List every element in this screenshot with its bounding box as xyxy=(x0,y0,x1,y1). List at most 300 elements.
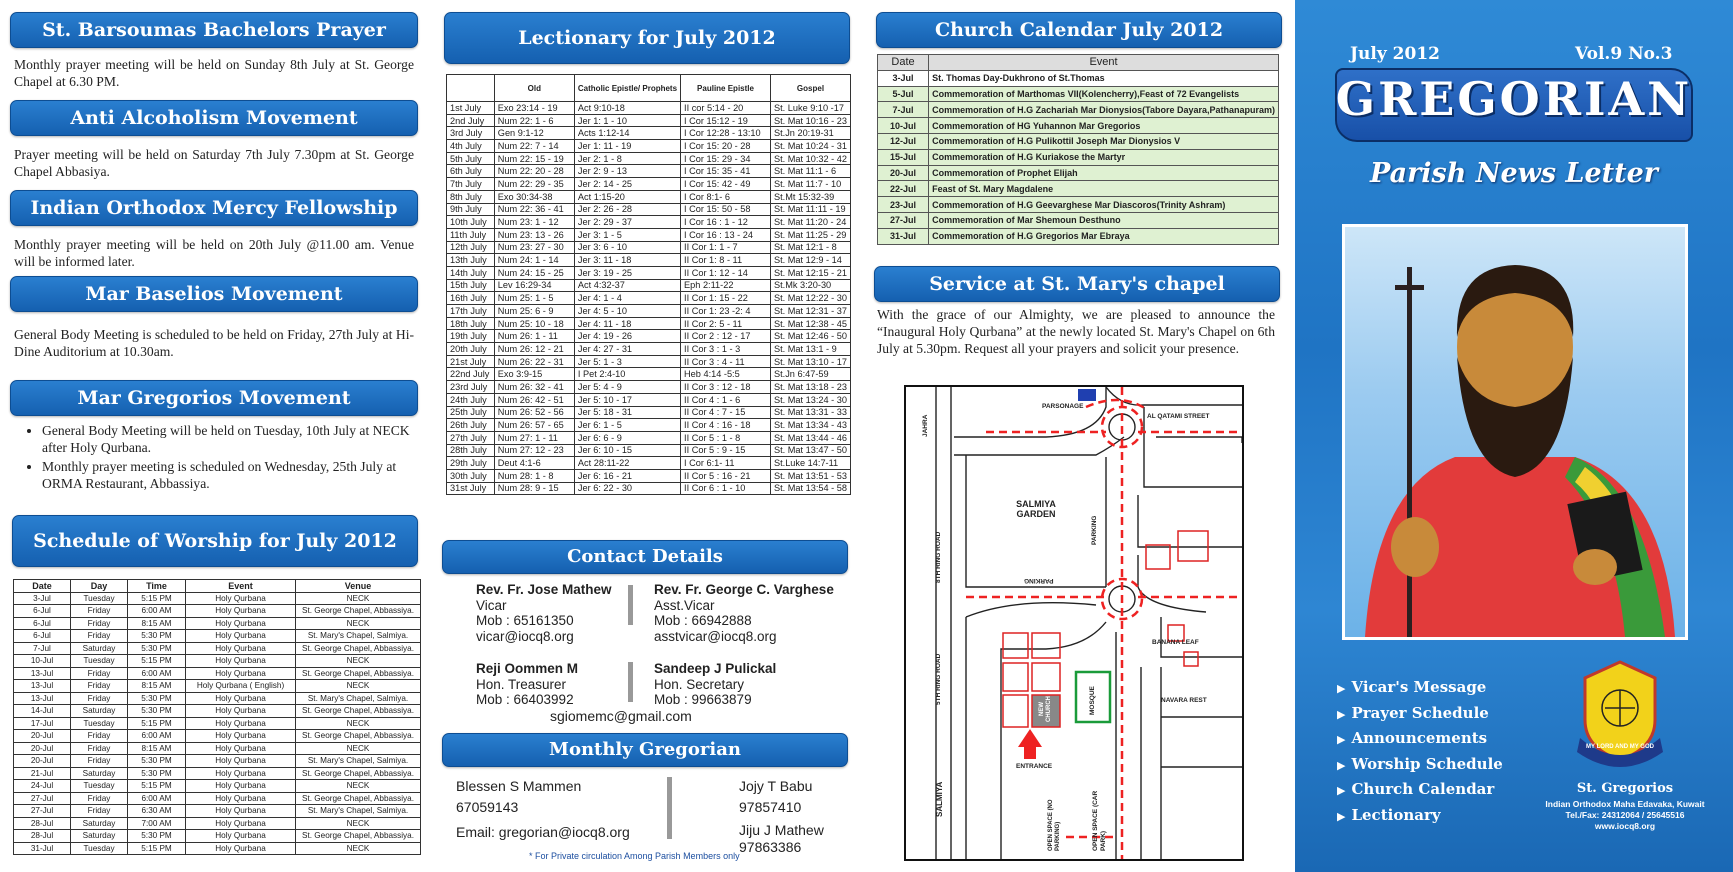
table-row xyxy=(447,266,851,279)
table-cell: II Cor 5 : 16 - 21 xyxy=(681,469,771,482)
map-label: NAVARA REST xyxy=(1161,697,1207,704)
table-cell: 4th July xyxy=(447,140,495,153)
table-cell: 27-Jul xyxy=(14,805,71,818)
church-subtitle: Indian Orthodox Maha Edavaka, Kuwait xyxy=(1545,799,1705,809)
seal-icon xyxy=(1575,660,1665,770)
table-cell: Commemoration of Mar Shemoun Desthuno xyxy=(929,212,1279,228)
monthly-email[interactable]: Email: gregorian@iocq8.org xyxy=(456,824,630,840)
table-row xyxy=(447,355,851,368)
menu-vicar-message[interactable]: ▶ Vicar's Message xyxy=(1337,678,1487,696)
table-cell: Friday xyxy=(71,792,128,805)
table-cell: 7:00 AM xyxy=(128,817,186,830)
table-cell: Holy Qurbana xyxy=(186,730,296,743)
table-cell: Num 27: 1 - 11 xyxy=(494,431,574,444)
table-cell: Jer 4: 27 - 31 xyxy=(574,343,680,356)
table-row xyxy=(447,393,851,406)
table-cell: St. George Chapel, Abbassiya. xyxy=(296,642,421,655)
table-cell: Friday xyxy=(71,617,128,630)
table-row xyxy=(447,482,851,495)
table-cell: 1st July xyxy=(447,102,495,115)
table-cell: 8:15 AM xyxy=(128,680,186,693)
table-cell: 10-Jul xyxy=(14,655,71,668)
table-cell: NECK xyxy=(296,680,421,693)
gregorios-title: Mar Gregorios Movement xyxy=(10,380,418,416)
table-cell: Gen 9:1-12 xyxy=(494,127,574,140)
table-row xyxy=(14,842,421,855)
table-cell: Num 26: 52 - 56 xyxy=(494,406,574,419)
gregorios-list xyxy=(10,422,416,494)
anti-alcohol-text: Prayer meeting will be held on Saturday 7th July 7.30pm at St. George Chapel Abbasiya. xyxy=(14,147,414,179)
menu-prayer-schedule[interactable]: ▶ Prayer Schedule xyxy=(1337,703,1489,722)
table-cell: II Cor 1: 15 - 22 xyxy=(681,292,771,305)
table-cell: Saturday xyxy=(71,817,128,830)
table-cell: Holy Qurbana ( English) xyxy=(186,680,296,693)
table-cell: Jer 6: 1 - 5 xyxy=(574,419,680,432)
table-cell: 27-Jul xyxy=(878,212,929,228)
table-cell: Jer 2: 9 - 13 xyxy=(574,165,680,178)
schedule-header: Time xyxy=(128,580,186,593)
saint-image xyxy=(1345,227,1685,637)
contact-secretary xyxy=(654,661,854,708)
table-cell: NECK xyxy=(296,780,421,793)
table-row xyxy=(14,692,421,705)
contact-role: Hon. Treasurer xyxy=(476,676,567,692)
table-cell: Tuesday xyxy=(71,592,128,605)
monthly-title: Monthly Gregorian xyxy=(442,733,848,767)
table-cell: Lev 16:29-34 xyxy=(494,279,574,292)
table-row xyxy=(447,368,851,381)
table-row xyxy=(447,228,851,241)
contact-email[interactable]: vicar@iocq8.org xyxy=(476,628,574,644)
table-cell: Holy Qurbana xyxy=(186,817,296,830)
table-cell: St. Mat 12:46 - 50 xyxy=(770,330,850,343)
contact-title: Contact Details xyxy=(442,540,848,574)
table-cell: 5th July xyxy=(447,152,495,165)
table-cell: Num 23: 13 - 26 xyxy=(494,228,574,241)
table-row xyxy=(14,780,421,793)
table-cell: Holy Qurbana xyxy=(186,655,296,668)
table-cell: 28-Jul xyxy=(14,830,71,843)
table-cell: Num 25: 1 - 5 xyxy=(494,292,574,305)
schedule-title: Schedule of Worship for July 2012 xyxy=(12,515,418,567)
table-cell: St. George Chapel, Abbassiya. xyxy=(296,705,421,718)
table-cell: 6:00 AM xyxy=(128,792,186,805)
map-label: PARKING xyxy=(1024,577,1054,584)
table-cell: Act 28:11-22 xyxy=(574,457,680,470)
table-cell: 19th July xyxy=(447,330,495,343)
table-cell: 31-Jul xyxy=(14,842,71,855)
table-cell: 13-Jul xyxy=(14,680,71,693)
table-cell: Commemoration of H.G Pulikottil Joseph Mar Dionysios V xyxy=(929,133,1279,149)
monthly-phone: 97863386 xyxy=(739,839,802,855)
table-cell: 7-Jul xyxy=(14,642,71,655)
table-cell: Num 23: 1 - 12 xyxy=(494,216,574,229)
table-cell: 9th July xyxy=(447,203,495,216)
table-cell: Num 22: 15 - 19 xyxy=(494,152,574,165)
table-cell: Jer 4: 5 - 10 xyxy=(574,305,680,318)
table-cell: 23-Jul xyxy=(878,197,929,213)
table-row xyxy=(447,381,851,394)
table-cell: 24th July xyxy=(447,393,495,406)
table-cell: Jer 2: 1 - 8 xyxy=(574,152,680,165)
table-cell: Heb 4:14 -5:5 xyxy=(681,368,771,381)
table-cell: 6:00 AM xyxy=(128,730,186,743)
table-cell: St. Mat 12:38 - 45 xyxy=(770,317,850,330)
service-text: With the grace of our Almighty, we are pleased to announce the “Inaugural Holy Qurbana” at the newly located St. Mary's Chapel on 6th July at 5.30pm. Request all your prayers and solicit your presence. xyxy=(877,307,1275,356)
table-cell: Friday xyxy=(71,605,128,618)
table-cell: Jer 1: 1 - 10 xyxy=(574,114,680,127)
table-row xyxy=(14,705,421,718)
monthly-phone: 97857410 xyxy=(739,799,802,815)
table-cell: 22-Jul xyxy=(878,181,929,197)
table-cell: St. Mat 13:31 - 33 xyxy=(770,406,850,419)
table-cell: 17-Jul xyxy=(14,717,71,730)
table-row xyxy=(14,792,421,805)
table-cell: 11th July xyxy=(447,228,495,241)
menu-lectionary[interactable]: ▶ Lectionary xyxy=(1337,805,1441,824)
table-cell: 5:30 PM xyxy=(128,642,186,655)
table-cell: II Cor 1: 1 - 7 xyxy=(681,241,771,254)
table-row xyxy=(447,190,851,203)
church-seal xyxy=(1575,660,1665,770)
table-cell: 5:30 PM xyxy=(128,830,186,843)
table-cell: Num 22: 20 - 28 xyxy=(494,165,574,178)
table-cell: 31-Jul xyxy=(878,228,929,244)
table-cell: Holy Qurbana xyxy=(186,642,296,655)
church-details xyxy=(1525,799,1725,832)
table-cell: St. Mat 10:24 - 31 xyxy=(770,140,850,153)
table-row xyxy=(447,102,851,115)
church-name: St. Gregorios xyxy=(1576,781,1674,796)
table-row xyxy=(14,680,421,693)
table-cell: Holy Qurbana xyxy=(186,667,296,680)
mercy-text: Monthly prayer meeting will be held on 20th July @11.00 am. Venue will be informed later. xyxy=(14,237,414,269)
table-cell: Holy Qurbana xyxy=(186,842,296,855)
table-row xyxy=(447,457,851,470)
table-cell: NECK xyxy=(296,592,421,605)
table-row xyxy=(447,127,851,140)
table-row xyxy=(447,152,851,165)
seal-motto: MY LORD AND MY GOD xyxy=(1586,744,1654,750)
contact-mob: Mob : 66942888 xyxy=(654,613,752,628)
table-cell: II Cor 4 : 16 - 18 xyxy=(681,419,771,432)
table-cell: Friday xyxy=(71,730,128,743)
map-drawing xyxy=(906,387,1242,859)
monthly-left xyxy=(456,776,656,843)
table-cell: NECK xyxy=(296,842,421,855)
table-cell: Num 22: 7 - 14 xyxy=(494,140,574,153)
table-cell: Num 22: 1 - 6 xyxy=(494,114,574,127)
table-cell: NECK xyxy=(296,617,421,630)
table-row xyxy=(14,717,421,730)
table-cell: 20th July xyxy=(447,343,495,356)
lectionary-header: Old xyxy=(494,75,574,102)
church-website[interactable]: www.iocq8.org xyxy=(1594,821,1656,831)
table-cell: 20-Jul xyxy=(14,742,71,755)
table-cell: Jer 6: 10 - 15 xyxy=(574,444,680,457)
table-row xyxy=(878,118,1279,134)
table-row xyxy=(447,292,851,305)
table-cell: Jer 5: 4 - 9 xyxy=(574,381,680,394)
table-row xyxy=(447,305,851,318)
table-cell: St. Mary's Chapel, Salmiya. xyxy=(296,692,421,705)
table-cell: Holy Qurbana xyxy=(186,780,296,793)
table-cell: Holy Qurbana xyxy=(186,592,296,605)
map-label: SALMIYA xyxy=(935,781,944,817)
table-cell: St. Mary's Chapel, Salmiya. xyxy=(296,805,421,818)
table-row xyxy=(447,431,851,444)
table-cell: 28th July xyxy=(447,444,495,457)
table-cell: Tuesday xyxy=(71,655,128,668)
table-cell: II Cor 2: 5 - 11 xyxy=(681,317,771,330)
table-cell: Holy Qurbana xyxy=(186,805,296,818)
table-cell: I Cor 6:1- 11 xyxy=(681,457,771,470)
table-cell: Num 25: 10 - 18 xyxy=(494,317,574,330)
table-cell: II Cor 2 : 12 - 17 xyxy=(681,330,771,343)
table-row xyxy=(447,469,851,482)
table-cell: Jer 6: 16 - 21 xyxy=(574,469,680,482)
newsletter-title: GREGORIAN xyxy=(1335,72,1693,126)
table-row xyxy=(447,140,851,153)
table-cell: Jer 2: 29 - 37 xyxy=(574,216,680,229)
anti-alcohol-title: Anti Alcoholism Movement xyxy=(10,100,418,136)
table-cell: 7th July xyxy=(447,178,495,191)
table-cell: I Pet 2:4-10 xyxy=(574,368,680,381)
table-cell: 14th July xyxy=(447,266,495,279)
table-cell: St. Mat 13:47 - 50 xyxy=(770,444,850,457)
table-cell: 3-Jul xyxy=(14,592,71,605)
table-row xyxy=(14,830,421,843)
calendar-title: Church Calendar July 2012 xyxy=(876,12,1282,48)
schedule-header: Venue xyxy=(296,580,421,593)
table-cell: St. George Chapel, Abbassiya. xyxy=(296,767,421,780)
table-cell: Tuesday xyxy=(71,842,128,855)
table-cell: Num 26: 32 - 41 xyxy=(494,381,574,394)
table-cell: Jer 6: 6 - 9 xyxy=(574,431,680,444)
table-row xyxy=(878,70,1279,86)
table-cell: Num 23: 27 - 30 xyxy=(494,241,574,254)
table-cell: Exo 23:14 - 19 xyxy=(494,102,574,115)
contact-role: Asst.Vicar xyxy=(654,597,715,613)
table-cell: Commemoration of H.G Gregorios Mar Ebraya xyxy=(929,228,1279,244)
lectionary-header: Catholic Epistle/ Prophets xyxy=(574,75,680,102)
table-cell: Feast of St. Mary Magdalene xyxy=(929,181,1279,197)
monthly-name: Blessen S Mammen xyxy=(456,778,582,794)
table-cell: Num 27: 12 - 23 xyxy=(494,444,574,457)
lectionary-header: Gospel xyxy=(770,75,850,102)
schedule-header: Date xyxy=(14,580,71,593)
map-label: AL QATAMI STREET xyxy=(1147,413,1210,420)
table-cell: 5:30 PM xyxy=(128,705,186,718)
table-cell: 20-Jul xyxy=(14,755,71,768)
table-cell: St. Mat 12:1 - 8 xyxy=(770,241,850,254)
table-cell: St. Mat 11:11 - 19 xyxy=(770,203,850,216)
table-cell: St. George Chapel, Abbassiya. xyxy=(296,792,421,805)
table-cell: Friday xyxy=(71,805,128,818)
table-cell: Acts 1:12-14 xyxy=(574,127,680,140)
menu-church-calendar[interactable]: ▶ Church Calendar xyxy=(1337,780,1495,798)
table-cell: St. Mat 10:32 - 42 xyxy=(770,152,850,165)
table-cell: Jer 5: 1 - 3 xyxy=(574,355,680,368)
table-cell: Friday xyxy=(71,680,128,693)
map-label: OPEN SPACE (CAR PARK) xyxy=(1092,790,1107,851)
table-cell: 24-Jul xyxy=(14,780,71,793)
table-cell: 29th July xyxy=(447,457,495,470)
table-cell: Num 22: 29 - 35 xyxy=(494,178,574,191)
table-cell: 31st July xyxy=(447,482,495,495)
table-cell: 28-Jul xyxy=(14,817,71,830)
table-cell: St. Mat 11:7 - 10 xyxy=(770,178,850,191)
barsoumas-text: Monthly prayer meeting will be held on Sunday 8th July at St. George Chapel at 6.30 PM. xyxy=(14,57,414,89)
table-cell: 5:15 PM xyxy=(128,780,186,793)
map-label: BANANA LEAF xyxy=(1152,639,1199,646)
table-cell: Saturday xyxy=(71,830,128,843)
table-cell: Saturday xyxy=(71,705,128,718)
map-label: OPEN SPACE (NO PARKING) xyxy=(1048,799,1061,851)
table-cell: 13-Jul xyxy=(14,667,71,680)
table-cell: St. Mary's Chapel, Salmiya. xyxy=(296,755,421,768)
table-cell: Friday xyxy=(71,742,128,755)
table-row xyxy=(878,228,1279,244)
schedule-header: Day xyxy=(71,580,128,593)
table-cell: St. Mat 13:18 - 23 xyxy=(770,381,850,394)
saint-portrait xyxy=(1342,224,1688,640)
calendar-header: Event xyxy=(929,55,1279,71)
table-cell: Holy Qurbana xyxy=(186,705,296,718)
table-row xyxy=(447,203,851,216)
table-cell: 6:30 AM xyxy=(128,805,186,818)
table-cell: 15th July xyxy=(447,279,495,292)
table-cell: St.Mt 15:32-39 xyxy=(770,190,850,203)
table-row xyxy=(447,254,851,267)
table-cell: 25th July xyxy=(447,406,495,419)
table-cell: Num 26: 57 - 65 xyxy=(494,419,574,432)
table-row xyxy=(447,406,851,419)
divider xyxy=(628,662,633,702)
table-cell: 20-Jul xyxy=(14,730,71,743)
table-cell: St. Mat 11:25 - 29 xyxy=(770,228,850,241)
table-row xyxy=(14,767,421,780)
table-cell: Jer 5: 18 - 31 xyxy=(574,406,680,419)
table-cell: Num 22: 36 - 41 xyxy=(494,203,574,216)
table-cell: Num 26: 1 - 11 xyxy=(494,330,574,343)
table-row xyxy=(878,133,1279,149)
table-cell: 6-Jul xyxy=(14,617,71,630)
lectionary-header: Pauline Epistle xyxy=(681,75,771,102)
table-cell: NECK xyxy=(296,655,421,668)
schedule-table xyxy=(13,579,421,855)
table-cell: 13th July xyxy=(447,254,495,267)
table-cell: St. Mat 10:16 - 23 xyxy=(770,114,850,127)
table-row xyxy=(447,178,851,191)
table-cell: 5:15 PM xyxy=(128,717,186,730)
table-cell: Saturday xyxy=(71,642,128,655)
table-cell: Num 26: 22 - 31 xyxy=(494,355,574,368)
table-cell: 5:15 PM xyxy=(128,842,186,855)
table-cell: Tuesday xyxy=(71,780,128,793)
monthly-name: Jojy T Babu xyxy=(739,778,813,794)
table-cell: Exo 3:9-15 xyxy=(494,368,574,381)
table-cell: Eph 2:11-22 xyxy=(681,279,771,292)
contact-role: Hon. Secretary xyxy=(654,676,745,692)
mercy-title: Indian Orthodox Mercy Fellowship xyxy=(10,190,418,226)
table-cell: St. Mat 13:54 - 58 xyxy=(770,482,850,495)
table-cell: St. Mat 13:24 - 30 xyxy=(770,393,850,406)
table-cell: Num 26: 42 - 51 xyxy=(494,393,574,406)
table-cell: St. Mat 12:15 - 21 xyxy=(770,266,850,279)
table-cell: 13-Jul xyxy=(14,692,71,705)
menu-announcements[interactable]: ▶ Announcements xyxy=(1337,729,1488,747)
table-cell: Holy Qurbana xyxy=(186,742,296,755)
menu-worship-schedule[interactable]: ▶ Worship Schedule xyxy=(1337,754,1503,773)
location-map xyxy=(904,385,1244,861)
table-row xyxy=(14,805,421,818)
table-cell: 23rd July xyxy=(447,381,495,394)
table-cell: 10-Jul xyxy=(878,118,929,134)
table-cell: 2nd July xyxy=(447,114,495,127)
table-row xyxy=(447,317,851,330)
monthly-phone: 67059143 xyxy=(456,799,519,815)
barsoumas-title: St. Barsoumas Bachelors Prayer xyxy=(10,12,418,48)
table-cell: 27-Jul xyxy=(14,792,71,805)
table-row xyxy=(14,642,421,655)
table-cell: 7-Jul xyxy=(878,102,929,118)
table-cell: I Cor 15:12 - 19 xyxy=(681,114,771,127)
table-cell: St. Thomas Day-Dukhrono of St.Thomas xyxy=(929,70,1279,86)
table-cell: 8:15 AM xyxy=(128,617,186,630)
table-cell: 5:15 PM xyxy=(128,592,186,605)
table-cell: NECK xyxy=(296,742,421,755)
contact-email[interactable]: asstvicar@iocq8.org xyxy=(654,628,777,644)
table-cell: II Cor 3 : 12 - 18 xyxy=(681,381,771,394)
gregorios-bullet: • Monthly prayer meeting is scheduled on Wednesday, 25th July at ORMA Restaurant, Abbassiya. xyxy=(42,458,416,492)
contents-menu xyxy=(1337,678,1537,831)
table-cell: Commemoration of H.G Kuriakose the Martyr xyxy=(929,149,1279,165)
table-cell: 22nd July xyxy=(447,368,495,381)
contact-email-general[interactable]: sgiomemc@gmail.com xyxy=(550,708,692,724)
table-row xyxy=(447,241,851,254)
table-row xyxy=(447,216,851,229)
table-cell: St. Mat 13:51 - 53 xyxy=(770,469,850,482)
table-cell: Holy Qurbana xyxy=(186,605,296,618)
map-label: JAHRA xyxy=(922,414,929,437)
table-cell: II Cor 6 : 1 - 10 xyxy=(681,482,771,495)
table-cell: II Cor 3 : 1 - 3 xyxy=(681,343,771,356)
table-cell: Holy Qurbana xyxy=(186,792,296,805)
table-cell: Friday xyxy=(71,755,128,768)
table-cell: Jer 2: 14 - 25 xyxy=(574,178,680,191)
issue-volume: Vol.9 No.3 xyxy=(1575,44,1673,64)
table-cell: St. Mat 12:31 - 37 xyxy=(770,305,850,318)
table-cell: 21-Jul xyxy=(14,767,71,780)
contact-name: Reji Oommen M xyxy=(476,661,579,676)
table-row xyxy=(14,667,421,680)
table-cell: 3rd July xyxy=(447,127,495,140)
table-cell: Num 24: 1 - 14 xyxy=(494,254,574,267)
table-cell: Act 1:15-20 xyxy=(574,190,680,203)
table-cell: I Cor 15: 50 - 58 xyxy=(681,203,771,216)
table-cell: Jer 6: 22 - 30 xyxy=(574,482,680,495)
table-cell: 17th July xyxy=(447,305,495,318)
table-cell: Holy Qurbana xyxy=(186,767,296,780)
table-cell: 16th July xyxy=(447,292,495,305)
table-cell: 6:00 AM xyxy=(128,667,186,680)
calendar-table xyxy=(877,54,1279,245)
lectionary-header xyxy=(447,75,495,102)
table-cell: 5:30 PM xyxy=(128,692,186,705)
newsletter-subtitle: Parish News Letter xyxy=(1370,158,1658,189)
table-cell: Deut 4:1-6 xyxy=(494,457,574,470)
